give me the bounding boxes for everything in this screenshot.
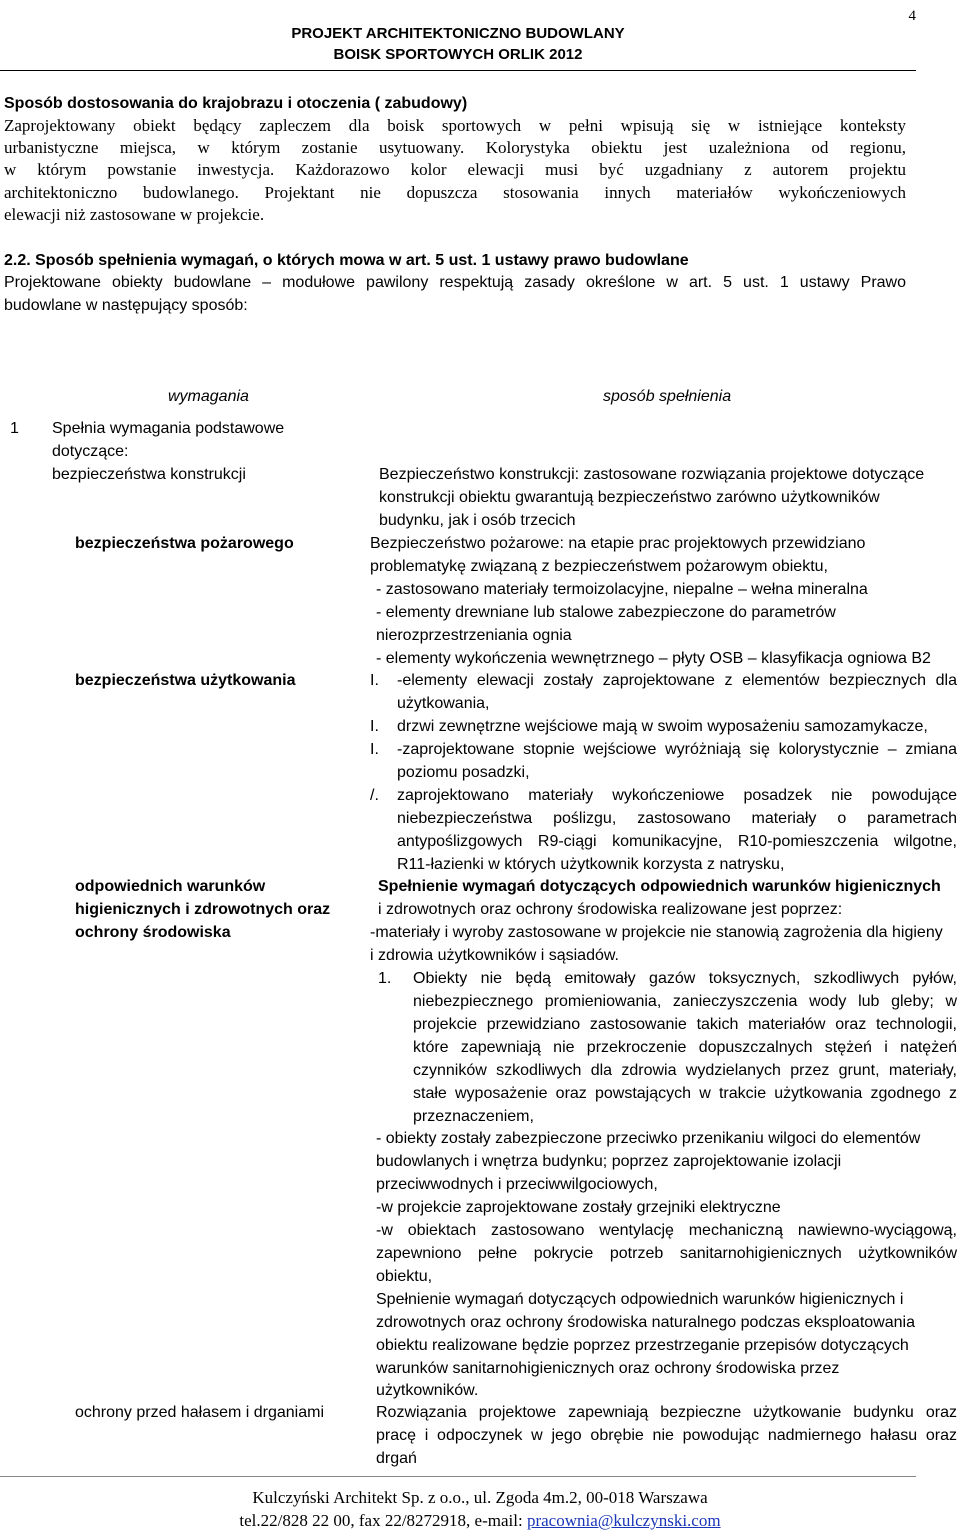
uzytkowania-line: zaprojektowano materiały wykończeniowe posadzek nie powodujące — [397, 787, 957, 804]
konstrukcji-line: Bezpieczeństwo konstrukcji: zastosowane rozwiązania projektowe dotyczące — [379, 466, 925, 483]
higien-more-line: -w obiektach zastosowano wentylację mechaniczną nawiewno-wyciągową, — [376, 1222, 957, 1239]
footer-contact-text: tel.22/828 22 00, fax 22/8272918, e-mail: — [239, 1511, 527, 1530]
uzytkowania-line: poziomu posadzki, — [397, 764, 530, 781]
pozarowe-line: nierozprzestrzeniania ognia — [376, 627, 572, 644]
halas-line: drgań — [376, 1450, 417, 1467]
higien-more-line: przeciwwodnych i przeciwwilgociowych, — [376, 1176, 658, 1193]
higien-more-line: budowlanych i wnętrza budynku; poprzez zaprojektowanie izolacji — [376, 1153, 842, 1170]
higien-item-line: niebezpiecznego promieniowania, zanieczyszczenia wody lub gleby; w — [413, 993, 957, 1010]
higien-more-line: warunków sanitarnohigienicznych oraz ochrony środowiska przez — [376, 1360, 840, 1377]
req-higien: higienicznych i zdrowotnych oraz — [75, 901, 331, 918]
uzytkowania-line: użytkowania, — [397, 695, 490, 712]
page-number: 4 — [908, 8, 916, 24]
higien-more-line: użytkowników. — [376, 1382, 479, 1399]
higien-item-line: Obiekty nie będą emitowały gazów toksycznych, szkodliwych pyłów, — [413, 970, 957, 987]
req-higien: ochrony środowiska — [75, 924, 231, 941]
higien-more-line: obiektu, — [376, 1268, 433, 1285]
req-uzytkowania: bezpieczeństwa użytkowania — [75, 672, 296, 689]
higien-item-line: projekcie przewidziano zastosowanie takich materiałów oraz technologii, — [413, 1016, 957, 1033]
uzytkowania-line: drzwi zewnętrzne wejściowe mają w swoim wyposażeniu samozamykacze, — [397, 718, 928, 735]
section-intro-line: architektoniczno budowlanego. Projektant nie dopuszcza stosowania innych materiałów wykończeniowych — [4, 183, 906, 202]
higien-title: Spełnienie wymagań dotyczących odpowiednich warunków higienicznych — [378, 878, 941, 895]
req-intro: dotyczące: — [52, 443, 129, 460]
higien-more-line: -w projekcie zaprojektowane zostały grzejniki elektryczne — [376, 1199, 781, 1216]
konstrukcji-line: konstrukcji obiektu gwarantują bezpieczeństwo zarówno użytkowników — [379, 489, 880, 506]
section-intro-line: urbanistyczne miejsca, w którym zostanie usytuowany. Kolorystyka obiektu jest uzależniona od regionu, — [4, 138, 906, 157]
uzytkowania-line: niebezpieczeństwa poślizgu, zastosowano materiały o parametrach — [397, 810, 957, 827]
footer-contact — [0, 1511, 960, 1531]
halas-line: Rozwiązania projektowe zapewniają bezpieczne użytkowanie budynku oraz — [376, 1404, 957, 1421]
section-intro-line: Zaprojektowany obiekt będący zapleczem dla boisk sportowych w pełni wpisują się w istniejące konteksty — [4, 116, 906, 135]
req-pozarowego: bezpieczeństwa pożarowego — [75, 535, 294, 552]
header-rule — [0, 70, 916, 71]
footer-email-link[interactable]: pracownia@kulczynski.com — [526, 1511, 721, 1530]
higien-more-line: zdrowotnych oraz ochrony środowiska naturalnego podczas eksploatowania — [376, 1314, 915, 1331]
section-intro-title: Sposób dostosowania do krajobrazu i otoczenia ( zabudowy) — [4, 95, 468, 112]
uzytkowania-line: -elementy elewacji zostały zaprojektowane z elementów bezpiecznych dla — [397, 672, 957, 689]
req-higien: odpowiednich warunków — [75, 878, 266, 895]
higien-item-line: czynników szkodliwych dla zdrowia wydzielanych przez grunt, materiały, — [413, 1062, 957, 1079]
footer-company: Kulczyński Architekt Sp. z o.o., ul. Zgoda 4m.2, 00-018 Warszawa — [252, 1488, 708, 1507]
section-intro-line: w którym powstanie inwestycja. Każdorazowo kolor elewacji musi być uzgadniany z autorem projektu — [4, 160, 906, 179]
section-22-title: 2.2. Sposób spełnienia wymagań, o których mowa w art. 5 ust. 1 ustawy prawo budowlane — [4, 252, 689, 269]
uzytkowania-marker: I. — [370, 741, 379, 758]
table-head-fulfilment: sposób spełnienia — [603, 388, 732, 405]
pozarowe-line: problematykę związaną z bezpieczeństwem pożarowym obiektu, — [370, 558, 828, 575]
higien-more-line: Spełnienie wymagań dotyczących odpowiednich warunków higienicznych i — [376, 1291, 904, 1308]
uzytkowania-line: antypoślizgowych R9-ciągi komunikacyjne, R10-pomieszczenia wilgotne, — [397, 833, 957, 850]
higien-item-line: które zapewniają nie przekroczenie dopuszczalnych stężeń i natężeń — [413, 1039, 957, 1056]
footer-rule — [0, 1476, 916, 1477]
uzytkowania-marker: I. — [370, 672, 379, 689]
higien-more-line: obiektu realizowane będzie poprzez przestrzeganie przepisów dotyczących — [376, 1337, 909, 1354]
section-intro-line: elewacji niż zastosowane w projekcie. — [4, 205, 265, 224]
uzytkowania-line: R11-łazienki w których użytkownik korzysta z natrysku, — [397, 856, 785, 873]
uzytkowania-marker: I. — [370, 718, 379, 735]
pozarowe-line: Bezpieczeństwo pożarowe: na etapie prac projektowych przewidziano — [370, 535, 866, 552]
uzytkowania-line: -zaprojektowane stopnie wejściowe wyróżniają się kolorystycznie – zmiana — [397, 741, 957, 758]
higien-item-number: 1. — [378, 970, 392, 987]
table-head-requirements: wymagania — [168, 388, 249, 405]
higien-item-line: przeznaczeniem, — [413, 1108, 534, 1125]
higien-line: -materiały i wyroby zastosowane w projekcie nie stanowią zagrożenia dla higieny — [370, 924, 943, 941]
row-number: 1 — [10, 420, 19, 437]
req-konstrukcji: bezpieczeństwa konstrukcji — [52, 466, 246, 483]
pozarowe-line: - elementy drewniane lub stalowe zabezpieczone do parametrów — [376, 604, 836, 621]
higien-more-line: - obiekty zostały zabezpieczone przeciwko przenikaniu wilgoci do elementów — [376, 1130, 921, 1147]
halas-line: pracę i odpoczynek w jego obrębie nie powodując nadmiernego hałasu oraz — [376, 1427, 957, 1444]
header-title-line2: BOISK SPORTOWYCH ORLIK 2012 — [333, 46, 583, 63]
header-title-line1: PROJEKT ARCHITEKTONICZNO BUDOWLANY — [291, 25, 625, 42]
req-halas: ochrony przed hałasem i drganiami — [75, 1404, 325, 1421]
section-22-line: Projektowane obiekty budowlane – modułowe pawilony respektują zasady określone w art. 5 ust. 1 ustawy Prawo — [4, 274, 906, 291]
higien-item-line: stałe wyposażenie oraz powstających w trakcie użytkowania zgodnego z — [413, 1085, 957, 1102]
higien-more-line: zapewniono pełne pokrycie potrzeb sanitarnohigienicznych użytkowników — [376, 1245, 957, 1262]
pozarowe-line: - elementy wykończenia wewnętrznego – płyty OSB – klasyfikacja ogniowa B2 — [376, 650, 931, 667]
section-22-line: budowlane w następujący sposób: — [4, 297, 248, 314]
higien-line: i zdrowia użytkowników i sąsiadów. — [370, 947, 619, 964]
pozarowe-line: - zastosowano materiały termoizolacyjne, niepalne – wełna mineralna — [376, 581, 868, 598]
uzytkowania-marker: /. — [370, 787, 379, 804]
req-intro: Spełnia wymagania podstawowe — [52, 420, 285, 437]
konstrukcji-line: budynku, jak i osób trzecich — [379, 512, 576, 529]
higien-line: i zdrowotnych oraz ochrony środowiska realizowane jest poprzez: — [378, 901, 843, 918]
